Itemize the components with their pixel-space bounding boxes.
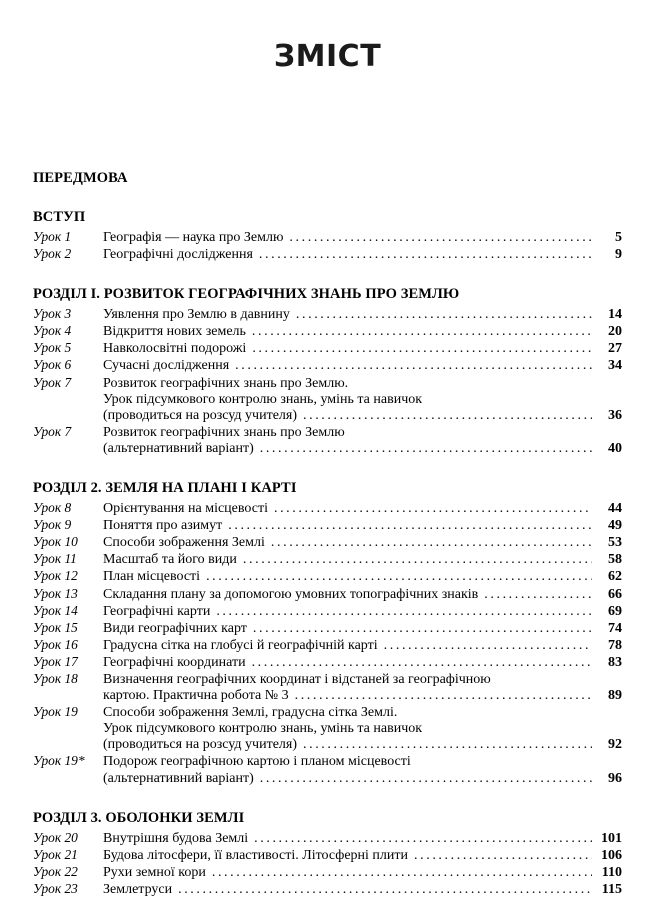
toc-entry-last-line [103, 569, 622, 585]
page-number: 83 [608, 654, 622, 670]
toc-entry[interactable] [33, 864, 622, 881]
dot-leader [206, 569, 592, 585]
lesson-label: Урок 10 [33, 534, 78, 550]
toc-entry-list [33, 306, 622, 457]
toc-entry-title: Відкриття нових земель [103, 324, 246, 340]
toc-entry-body [103, 865, 622, 881]
toc-entry-title: Розвиток географічних знань про Землю [103, 424, 345, 440]
toc-entry[interactable] [33, 340, 622, 357]
toc-entry[interactable] [33, 620, 622, 637]
page-number: 66 [608, 586, 622, 602]
dot-leader [260, 771, 592, 787]
toc-entry[interactable] [33, 551, 622, 568]
lesson-label: Урок 7 [33, 423, 72, 439]
toc-entry-last-line [103, 518, 622, 534]
page-number: 69 [608, 603, 622, 619]
toc-entry-last-line [103, 552, 622, 568]
lesson-label: Урок 5 [33, 340, 72, 356]
lesson-label: Урок 22 [33, 863, 78, 879]
toc-entry-cont-line [103, 392, 622, 408]
lesson-label: Урок 23 [33, 880, 78, 896]
toc-entry-title: Складання плану за допомогою умовних топографічних знаків [103, 586, 479, 602]
toc-entry[interactable] [33, 830, 622, 847]
toc-entry-last-line [103, 358, 622, 374]
page-number: 92 [608, 737, 622, 753]
toc-entry-last-line [103, 848, 622, 864]
dot-leader [254, 831, 592, 847]
page-number: 62 [608, 569, 622, 585]
toc-entry-title: Розвиток географічних знань про Землю. [103, 375, 349, 391]
lesson-label: Урок 3 [33, 306, 72, 322]
toc-entry-title: Будова літосфери, її властивості. Літосферні плити [103, 847, 409, 863]
section-heading: РОЗДІЛ 2. ЗЕМЛЯ НА ПЛАНІ І КАРТІ [33, 480, 297, 497]
toc-entry-last-line [103, 737, 622, 753]
dot-leader [212, 865, 592, 881]
toc-entry-last-line [103, 882, 622, 898]
toc-entry-last-line [103, 771, 622, 787]
lesson-label: Урок 6 [33, 357, 72, 373]
toc-entry[interactable] [33, 654, 622, 671]
page-number: 49 [608, 518, 622, 534]
toc-entry[interactable] [33, 500, 622, 517]
toc-entry-last-line [103, 638, 622, 654]
toc-entry-title: Орієнтування на місцевості [103, 501, 268, 517]
toc-entry-cont-line [103, 754, 622, 770]
toc-entry-body [103, 247, 622, 263]
lesson-label: Урок 13 [33, 585, 78, 601]
toc-entry-title: картою. Практична робота № 3 [103, 688, 289, 704]
toc-entry[interactable] [33, 603, 622, 620]
toc-entry-last-line [103, 865, 622, 881]
dot-leader [271, 535, 592, 551]
toc-entry[interactable] [33, 306, 622, 323]
toc-entry-last-line [103, 604, 622, 620]
page-number: 27 [608, 341, 622, 357]
page-number: 58 [608, 552, 622, 568]
page-number: 40 [608, 440, 622, 456]
toc-entry-title: Сучасні дослідження [103, 358, 230, 374]
dot-leader [303, 737, 592, 753]
page-number: 14 [608, 307, 622, 323]
toc-entry-body [103, 230, 622, 246]
toc-entry-last-line [103, 587, 622, 603]
toc-entry-list [33, 500, 622, 787]
toc-entry-cont-line [103, 721, 622, 737]
page-number: 34 [608, 358, 622, 374]
dot-leader [252, 655, 592, 671]
toc-entry-title: (альтернативний варіант) [103, 440, 254, 456]
toc-entry-last-line [103, 408, 622, 424]
lesson-label: Урок 9 [33, 517, 72, 533]
toc-entry[interactable] [33, 671, 622, 704]
toc-entry-title: План місцевості [103, 569, 201, 585]
toc-entry-last-line [103, 341, 622, 357]
dot-leader [253, 621, 592, 637]
lesson-label: Урок 21 [33, 846, 78, 862]
lesson-label: Урок 16 [33, 636, 78, 652]
toc-entry-title: (проводиться на розсуд учителя) [103, 737, 297, 753]
toc-entry-body [103, 324, 622, 340]
page-title: ЗМІСТ [273, 39, 382, 74]
toc-entry[interactable] [33, 357, 622, 374]
toc-entry-body [103, 831, 622, 847]
toc-entry-last-line [103, 831, 622, 847]
toc-entry-body [103, 754, 622, 786]
dot-leader [252, 341, 592, 357]
toc-entry-title: Поняття про азимут [103, 518, 223, 534]
toc-entry-body [103, 341, 622, 357]
lesson-label: Урок 4 [33, 323, 72, 339]
toc-entry-body [103, 587, 622, 603]
lesson-label: Урок 2 [33, 246, 72, 262]
lesson-label: Урок 12 [33, 568, 78, 584]
toc-entry-title: Рухи земної кори [103, 864, 206, 880]
toc-entry[interactable] [33, 375, 622, 424]
toc-entry-title: Географічні координати [103, 654, 246, 670]
dot-leader [295, 688, 592, 704]
lesson-label: Урок 19 [33, 704, 78, 720]
toc-entry-body [103, 672, 622, 704]
section-heading: РОЗДІЛ 3. ОБОЛОНКИ ЗЕМЛІ [33, 809, 245, 826]
lesson-label: Урок 11 [33, 551, 77, 567]
toc-entry-last-line [103, 688, 622, 704]
toc-entry-title: Землетруси [103, 881, 173, 897]
toc-entry-body [103, 425, 622, 457]
toc-entry-list [33, 229, 622, 263]
toc-entry-body [103, 604, 622, 620]
toc-entry[interactable] [33, 534, 622, 551]
page-number: 20 [608, 324, 622, 340]
page-number: 53 [608, 535, 622, 551]
lesson-label: Урок 17 [33, 653, 78, 669]
toc-entry[interactable] [33, 323, 622, 340]
toc-entry-cont-line [103, 376, 622, 392]
toc-entry-last-line [103, 324, 622, 340]
toc-entry-body [103, 376, 622, 424]
lesson-label: Урок 20 [33, 829, 78, 845]
toc-entry[interactable] [33, 586, 622, 603]
lesson-label: Урок 7 [33, 374, 72, 390]
toc-entry[interactable] [33, 229, 622, 246]
dot-leader [228, 518, 592, 534]
lesson-label: Урок 18 [33, 670, 78, 686]
dot-leader [252, 324, 592, 340]
dot-leader [484, 587, 592, 603]
toc-entry-title: Види географічних карт [103, 620, 247, 636]
page-number: 96 [608, 770, 622, 786]
toc-entry-title: Навколосвітні подорожі [103, 341, 247, 357]
dot-leader [414, 848, 592, 864]
toc-entry-title: Визначення географічних координат і відстаней за географічною [103, 671, 491, 687]
lesson-label: Урок 1 [33, 229, 72, 244]
toc-entry-body [103, 848, 622, 864]
page-number: 36 [608, 407, 622, 423]
toc-body [33, 170, 622, 898]
page-number: 89 [608, 688, 622, 704]
toc-entry-title: Урок підсумкового контролю знань, умінь та навичок [103, 391, 423, 407]
toc-entry-body [103, 501, 622, 517]
page-number: 110 [601, 864, 622, 880]
toc-entry-last-line [103, 247, 622, 263]
dot-leader [235, 358, 592, 374]
toc-entry-last-line [103, 621, 622, 637]
toc-entry-list [33, 830, 622, 898]
toc-entry-body [103, 638, 622, 654]
toc-entry-title: Географія — наука про Землю [103, 230, 284, 245]
dot-leader [260, 441, 592, 457]
lesson-label: Урок 15 [33, 619, 78, 635]
toc-entry-body [103, 518, 622, 534]
toc-entry-title: Урок підсумкового контролю знань, умінь та навичок [103, 721, 423, 737]
toc-entry-body [103, 882, 622, 898]
page-number: 5 [615, 230, 622, 245]
page-number: 9 [615, 247, 622, 263]
toc-entry-title: Способи зображення Землі, градусна сітка Землі. [103, 705, 398, 721]
toc-entry-title: (проводиться на розсуд учителя) [103, 407, 297, 423]
toc-entry-title: Уявлення про Землю в давнину [103, 307, 290, 323]
toc-entry-body [103, 655, 622, 671]
page-number: 44 [608, 501, 622, 517]
section-heading: РОЗДІЛ І. РОЗВИТОК ГЕОГРАФІЧНИХ ЗНАНЬ ПРО ЗЕМЛЮ [33, 286, 460, 303]
toc-entry-body [103, 307, 622, 323]
page-number: 115 [601, 881, 622, 897]
toc-entry[interactable] [33, 753, 622, 786]
toc-entry-last-line [103, 535, 622, 551]
toc-entry[interactable] [33, 847, 622, 864]
dot-leader [384, 638, 592, 654]
toc-entry[interactable] [33, 517, 622, 534]
toc-entry-title: Градусна сітка на глобусі й географічній карті [103, 637, 378, 653]
toc-entry-title: (альтернативний варіант) [103, 770, 254, 786]
lesson-label: Урок 14 [33, 602, 78, 618]
toc-entry-title: Масштаб та його види [103, 552, 237, 568]
dot-leader [216, 604, 592, 620]
toc-entry-last-line [103, 307, 622, 323]
toc-entry-last-line [103, 655, 622, 671]
dot-leader [274, 501, 592, 517]
toc-entry-body [103, 535, 622, 551]
page-number: 78 [608, 637, 622, 653]
toc-entry-title: Способи зображення Землі [103, 535, 265, 551]
toc-entry[interactable] [33, 424, 622, 457]
toc-entry[interactable] [33, 637, 622, 654]
toc-entry-cont-line [103, 425, 622, 441]
section-heading: ВСТУП [33, 209, 86, 225]
dot-leader [243, 552, 592, 568]
dot-leader [303, 408, 592, 424]
toc-entry-cont-line [103, 672, 622, 688]
toc-entry[interactable] [33, 246, 622, 263]
page-number: 101 [601, 830, 622, 846]
lesson-label: Урок 19* [33, 753, 85, 769]
section-heading: ПЕРЕДМОВА [33, 170, 128, 186]
dot-leader [296, 307, 592, 323]
toc-entry-cont-line [103, 705, 622, 721]
toc-entry-body [103, 621, 622, 637]
toc-entry-last-line [103, 230, 622, 246]
toc-entry[interactable] [33, 704, 622, 753]
toc-entry-body [103, 705, 622, 753]
toc-entry-body [103, 569, 622, 585]
toc-entry-last-line [103, 441, 622, 457]
toc-entry-title: Географічні дослідження [103, 247, 253, 263]
page-number: 106 [601, 847, 622, 863]
toc-entry-body [103, 358, 622, 374]
dot-leader [259, 247, 592, 263]
toc-entry-body [103, 552, 622, 568]
dot-leader [289, 230, 592, 246]
toc-entry-title: Географічні карти [103, 603, 211, 619]
dot-leader [178, 882, 592, 898]
lesson-label: Урок 8 [33, 500, 72, 516]
toc-entry-title: Подорож географічною картою і планом місцевості [103, 754, 411, 770]
toc-entry-last-line [103, 501, 622, 517]
toc-entry[interactable] [33, 881, 622, 898]
toc-entry-title: Внутрішня будова Землі [103, 830, 249, 846]
page-number: 74 [608, 620, 622, 636]
toc-entry[interactable] [33, 568, 622, 585]
